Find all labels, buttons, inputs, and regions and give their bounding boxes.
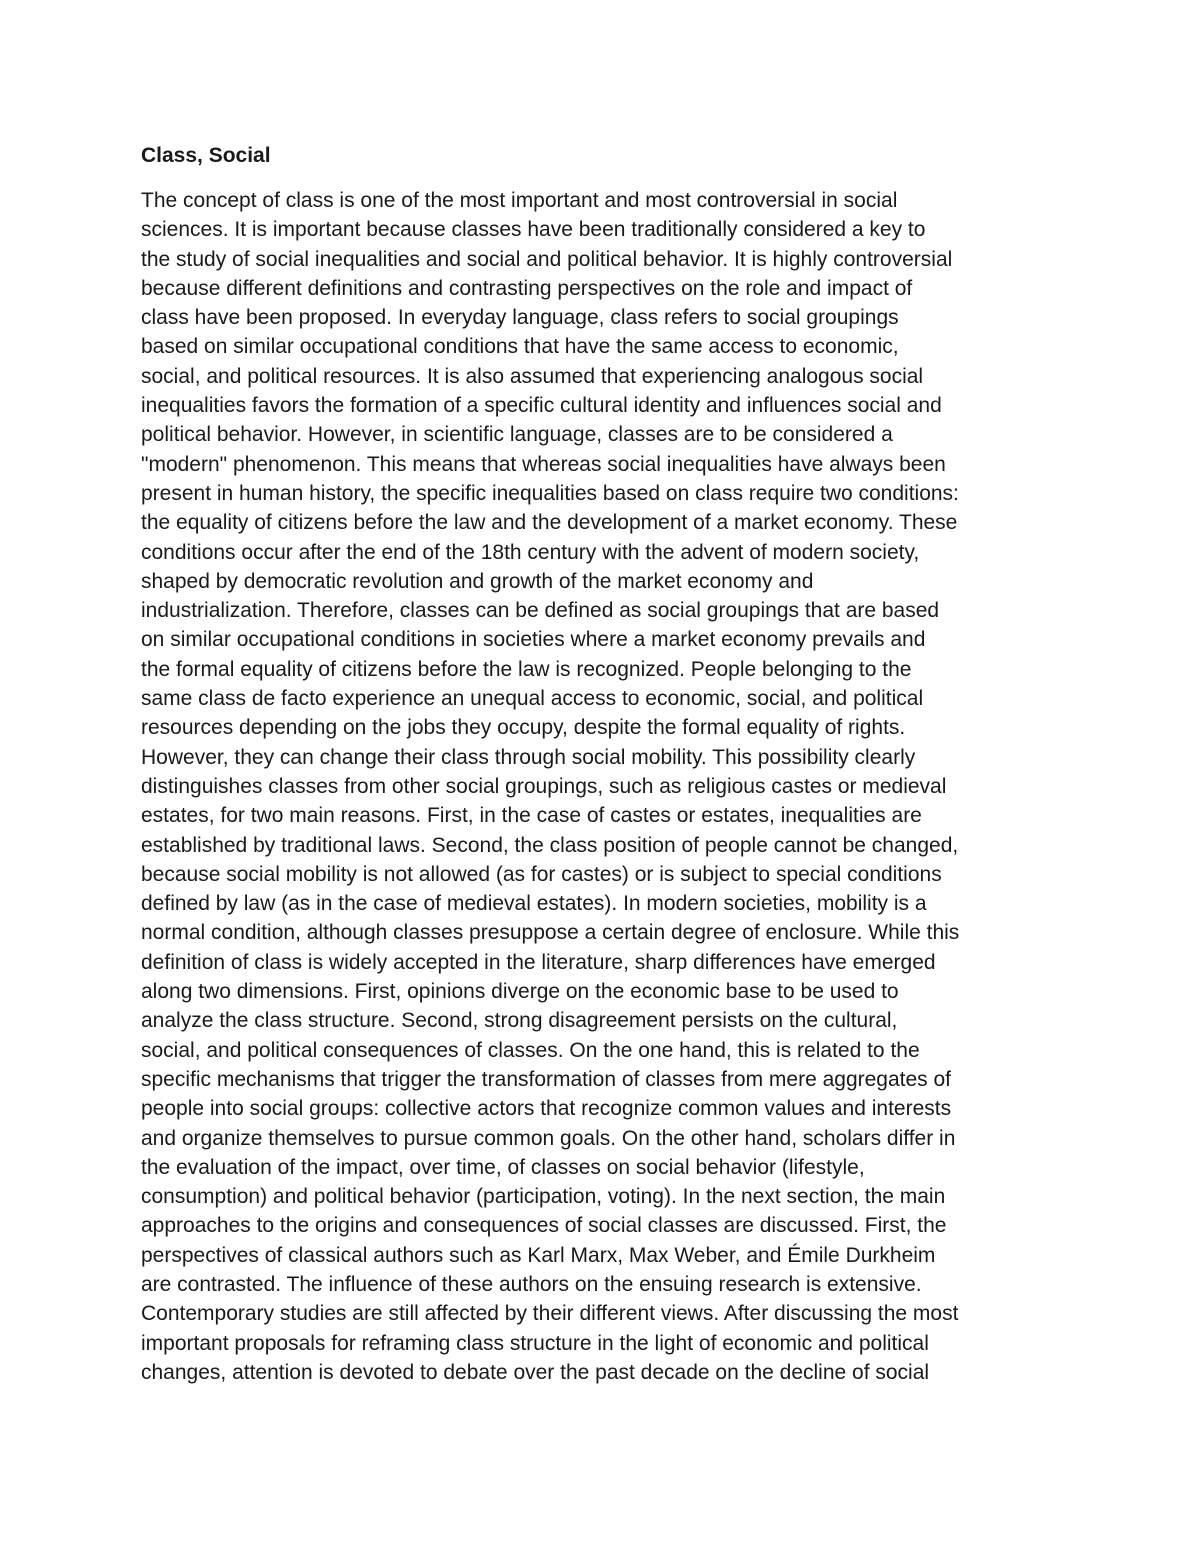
body-line: established by traditional laws. Second, the class position of people cannot be changed,: [141, 833, 959, 857]
body-line: definition of class is widely accepted in the literature, sharp differences have emerged: [141, 950, 936, 974]
body-line: because different definitions and contrasting perspectives on the role and impact of: [141, 276, 913, 300]
body-line: perspectives of classical authors such as Karl Marx, Max Weber, and Émile Durkheim: [141, 1243, 936, 1267]
body-line: shaped by democratic revolution and growth of the market economy and: [141, 569, 814, 593]
document-title: Class, Social: [141, 144, 271, 167]
body-line: social, and political consequences of classes. On the one hand, this is related to the: [141, 1038, 920, 1062]
body-line: industrialization. Therefore, classes can be defined as social groupings that are based: [141, 599, 940, 623]
body-line: changes, attention is devoted to debate over the past decade on the decline of social: [141, 1360, 930, 1384]
document-body: [141, 186, 1071, 1387]
body-line: political behavior. However, in scientific language, classes are to be considered a: [141, 423, 893, 447]
body-line: because social mobility is not allowed (as for castes) or is subject to special conditions: [141, 862, 942, 886]
body-line: are contrasted. The influence of these authors on the ensuing research is extensive.: [141, 1272, 922, 1296]
body-line: people into social groups: collective actors that recognize common values and interests: [141, 1097, 952, 1121]
body-line: specific mechanisms that trigger the transformation of classes from mere aggregates of: [141, 1067, 952, 1091]
body-line: consumption) and political behavior (participation, voting). In the next section, the main: [141, 1185, 946, 1209]
body-line: the evaluation of the impact, over time, of classes on social behavior (lifestyle,: [141, 1155, 865, 1179]
body-line: The concept of class is one of the most important and most controversial in social: [141, 189, 898, 212]
body-line: resources depending on the jobs they occupy, despite the formal equality of rights.: [141, 716, 906, 740]
body-line: defined by law (as in the case of medieval estates). In modern societies, mobility is a: [141, 892, 927, 916]
body-line: the formal equality of citizens before the law is recognized. People belonging to the: [141, 657, 912, 681]
body-line: Contemporary studies are still affected by their different views. After discussing the most: [141, 1302, 959, 1326]
body-line: normal condition, although classes presuppose a certain degree of enclosure. While this: [141, 921, 960, 945]
body-line: the study of social inequalities and social and political behavior. It is highly controversial: [141, 247, 953, 271]
body-line: distinguishes classes from other social groupings, such as religious castes or medieval: [141, 774, 947, 798]
body-line: estates, for two main reasons. First, in the case of castes or estates, inequalities are: [141, 804, 922, 828]
body-line: present in human history, the specific inequalities based on class require two conditions:: [141, 481, 959, 505]
body-line: approaches to the origins and consequences of social classes are discussed. First, the: [141, 1214, 947, 1238]
body-line: based on similar occupational conditions that have the same access to economic,: [141, 335, 899, 359]
document-content: [141, 142, 1071, 1387]
body-line: inequalities favors the formation of a specific cultural identity and influences social and: [141, 394, 942, 418]
body-line: same class de facto experience an unequal access to economic, social, and political: [141, 687, 924, 711]
body-line: along two dimensions. First, opinions diverge on the economic base to be used to: [141, 980, 899, 1004]
body-line: important proposals for reframing class structure in the light of economic and political: [141, 1331, 929, 1355]
body-line: and organize themselves to pursue common goals. On the other hand, scholars differ in: [141, 1126, 956, 1150]
body-line: analyze the class structure. Second, strong disagreement persists on the cultural,: [141, 1009, 898, 1033]
body-line: the equality of citizens before the law and the development of a market economy. These: [141, 511, 958, 535]
body-line: However, they can change their class through social mobility. This possibility clearly: [141, 745, 916, 769]
body-line: class have been proposed. In everyday language, class refers to social groupings: [141, 306, 899, 330]
body-line: "modern" phenomenon. This means that whereas social inequalities have always been: [141, 452, 946, 476]
body-line: conditions occur after the end of the 18th century with the advent of modern society,: [141, 540, 920, 564]
body-line: social, and political resources. It is also assumed that experiencing analogous social: [141, 364, 924, 388]
body-line: sciences. It is important because classes have been traditionally considered a key to: [141, 218, 926, 242]
body-line: on similar occupational conditions in societies where a market economy prevails and: [141, 628, 926, 652]
